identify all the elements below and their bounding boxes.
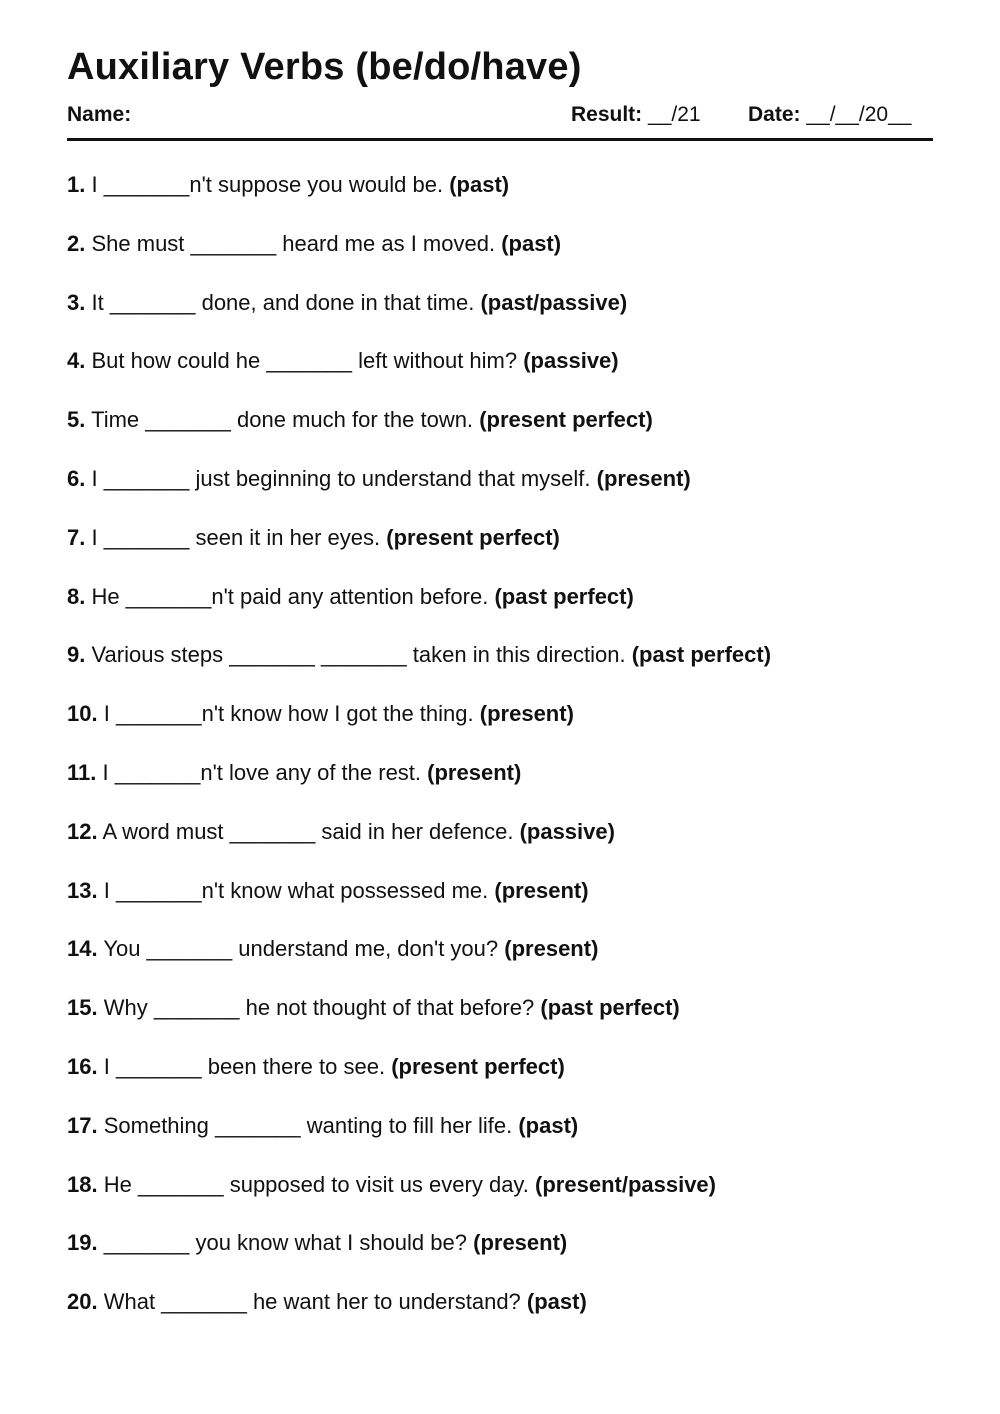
item-tense-hint: (past perfect) <box>631 642 772 668</box>
item-sentence: I _______n't love any of the rest. <box>102 759 422 785</box>
item-sentence: You _______ understand me, don't you? <box>103 936 499 962</box>
exercise-item[interactable] <box>67 1168 771 1227</box>
item-sentence: Why _______ he not thought of that before? <box>103 995 535 1021</box>
date-value[interactable]: __/__/20__ <box>806 103 912 126</box>
item-number: 18. <box>67 1171 98 1197</box>
result-label: Result: <box>571 103 643 126</box>
item-tense-hint: (past) <box>518 1112 579 1138</box>
item-sentence: I _______n't know how I got the thing. <box>103 701 474 727</box>
item-number: 15. <box>67 995 98 1021</box>
date-field <box>748 103 911 127</box>
name-field[interactable] <box>67 103 131 127</box>
exercise-item[interactable] <box>67 168 771 227</box>
item-sentence: It _______ done, and done in that time. <box>91 289 475 315</box>
item-number: 19. <box>67 1230 98 1256</box>
exercise-item[interactable] <box>67 286 771 345</box>
item-sentence: Something _______ wanting to fill her life. <box>103 1112 513 1138</box>
item-sentence: I _______ just beginning to understand that myself. <box>91 465 591 491</box>
item-tense-hint: (present) <box>473 1230 568 1256</box>
exercise-item[interactable] <box>67 991 771 1050</box>
item-tense-hint: (present perfect) <box>391 1053 565 1079</box>
exercise-list <box>67 168 771 1344</box>
item-tense-hint: (passive) <box>523 348 619 374</box>
exercise-item[interactable] <box>67 697 771 756</box>
item-tense-hint: (past) <box>526 1289 587 1315</box>
item-number: 10. <box>67 701 98 727</box>
item-tense-hint: (present perfect) <box>479 407 653 433</box>
item-number: 2. <box>67 230 86 256</box>
item-number: 16. <box>67 1053 98 1079</box>
item-tense-hint: (past/passive) <box>480 289 628 315</box>
item-sentence: I _______n't know what possessed me. <box>103 877 489 903</box>
item-number: 17. <box>67 1112 98 1138</box>
item-sentence: He _______n't paid any attention before. <box>91 583 489 609</box>
item-sentence: But how could he _______ left without him? <box>91 348 518 374</box>
item-sentence: A word must _______ said in her defence. <box>102 818 514 844</box>
item-sentence: I _______ been there to see. <box>103 1053 386 1079</box>
item-sentence: Various steps _______ _______ taken in this direction. <box>91 642 626 668</box>
exercise-item[interactable] <box>67 638 771 697</box>
item-tense-hint: (present) <box>479 701 574 727</box>
item-tense-hint: (present) <box>494 877 589 903</box>
item-tense-hint: (present/passive) <box>535 1171 716 1197</box>
item-sentence: What _______ he want her to understand? <box>103 1289 521 1315</box>
result-value[interactable]: __/21 <box>648 103 701 126</box>
item-tense-hint: (present) <box>596 465 691 491</box>
exercise-item[interactable] <box>67 227 771 286</box>
exercise-item[interactable] <box>67 815 771 874</box>
item-number: 5. <box>67 407 86 433</box>
item-tense-hint: (passive) <box>519 818 615 844</box>
item-tense-hint: (present) <box>504 936 599 962</box>
exercise-item[interactable] <box>67 756 771 815</box>
item-number: 20. <box>67 1289 98 1315</box>
item-number: 7. <box>67 524 86 550</box>
name-label: Name: <box>67 103 132 126</box>
exercise-item[interactable] <box>67 1109 771 1168</box>
exercise-item[interactable] <box>67 403 771 462</box>
item-number: 8. <box>67 583 86 609</box>
item-sentence: I _______n't suppose you would be. <box>91 172 444 197</box>
exercise-item[interactable] <box>67 932 771 991</box>
item-number: 11. <box>67 759 97 785</box>
exercise-item[interactable] <box>67 580 771 639</box>
exercise-item[interactable] <box>67 1285 771 1344</box>
item-sentence: I _______ seen it in her eyes. <box>91 524 381 550</box>
item-number: 13. <box>67 877 98 903</box>
result-field <box>571 103 701 127</box>
item-number: 6. <box>67 465 86 491</box>
item-number: 1. <box>67 172 86 197</box>
exercise-item[interactable] <box>67 874 771 933</box>
item-tense-hint: (present perfect) <box>386 524 560 550</box>
exercise-item[interactable] <box>67 1050 771 1109</box>
item-tense-hint: (present) <box>427 759 522 785</box>
item-tense-hint: (past) <box>501 230 562 256</box>
date-label: Date: <box>748 103 801 126</box>
item-number: 12. <box>67 818 98 844</box>
item-number: 3. <box>67 289 86 315</box>
item-sentence: She must _______ heard me as I moved. <box>91 230 496 256</box>
exercise-item[interactable] <box>67 462 771 521</box>
exercise-item[interactable] <box>67 344 771 403</box>
item-sentence: _______ you know what I should be? <box>103 1230 467 1256</box>
exercise-item[interactable] <box>67 1226 771 1285</box>
item-number: 9. <box>67 642 86 668</box>
exercise-item[interactable] <box>67 521 771 580</box>
item-sentence: Time _______ done much for the town. <box>91 407 474 433</box>
item-tense-hint: (past perfect) <box>494 583 634 609</box>
header-divider <box>67 138 933 141</box>
item-number: 14. <box>67 936 98 962</box>
item-tense-hint: (past perfect) <box>540 995 680 1021</box>
item-tense-hint: (past) <box>449 172 510 197</box>
item-sentence: He _______ supposed to visit us every day. <box>103 1171 529 1197</box>
item-number: 4. <box>67 348 86 374</box>
worksheet-title: Auxiliary Verbs (be/do/have) <box>67 46 582 88</box>
